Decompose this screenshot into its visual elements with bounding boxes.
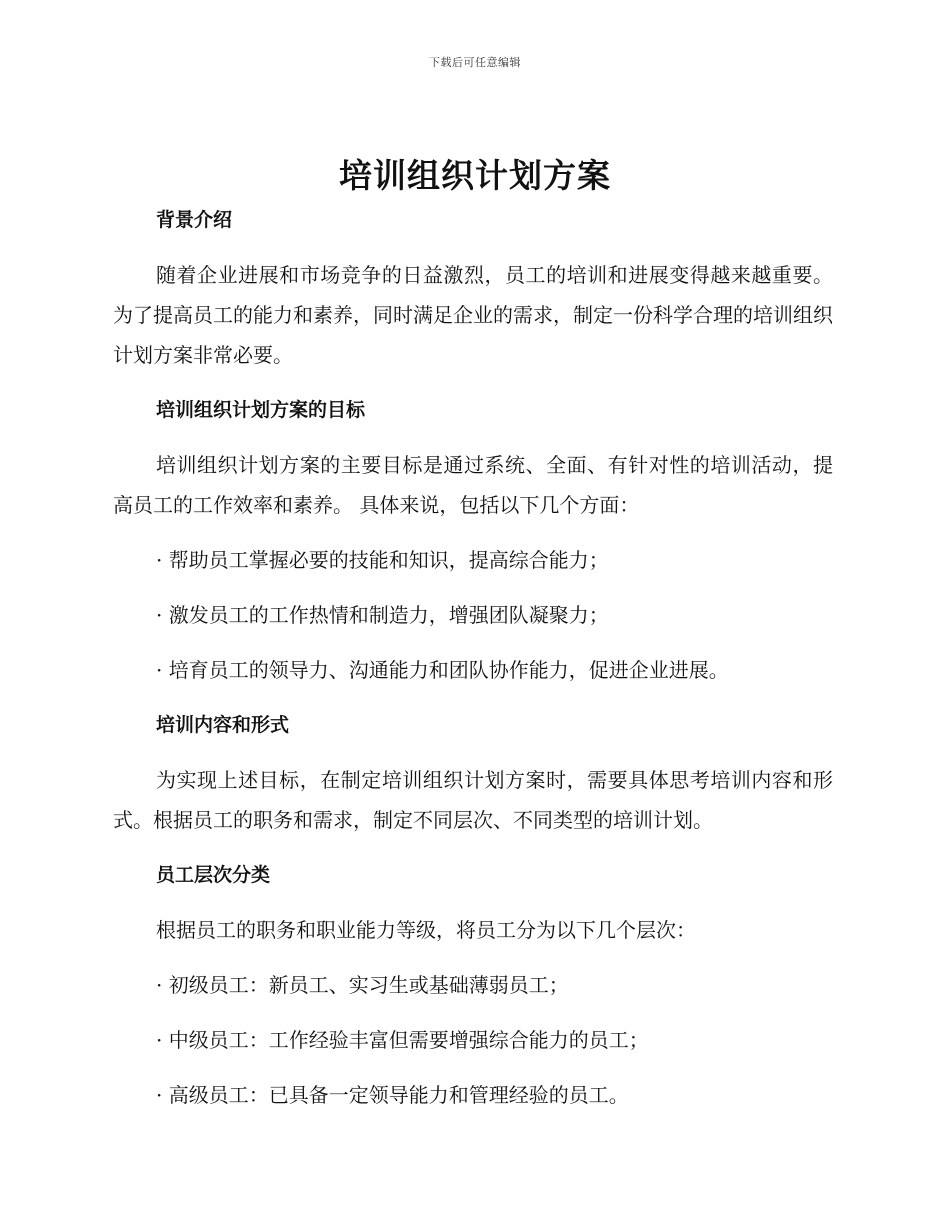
list-item: · 中级员工：工作经验丰富但需要增强综合能力的员工； — [156, 1028, 649, 1052]
list-item: · 培育员工的领导力、沟通能力和团队协作能力，促进企业进展。 — [156, 658, 729, 682]
section-paragraph-goals: 培训组织计划方案的主要目标是通过系统、全面、有针对性的培训活动，提高员工的工作效率和素养。 具体来说，包括以下几个方面： — [113, 453, 833, 517]
list-item: · 高级员工：已具备一定领导能力和管理经验的员工。 — [156, 1083, 629, 1107]
section-heading-content-form: 培训内容和形式 — [156, 714, 290, 736]
list-item: · 初级员工：新员工、实习生或基础薄弱员工； — [156, 973, 569, 997]
section-paragraph-staff-levels: 根据员工的职务和职业能力等级，将员工分为以下几个层次： — [156, 918, 696, 942]
section-heading-goals: 培训组织计划方案的目标 — [156, 399, 366, 421]
list-item: · 帮助员工掌握必要的技能和知识，提高综合能力； — [156, 548, 609, 572]
document-title: 培训组织计划方案 — [339, 156, 611, 195]
section-heading-staff-levels: 员工层次分类 — [156, 864, 271, 886]
section-paragraph-content-form: 为实现上述目标，在制定培训组织计划方案时，需要具体思考培训内容和形式。根据员工的职务和需求，制定不同层次、不同类型的培训计划。 — [113, 768, 833, 832]
document-body — [113, 200, 833, 1130]
list-item: · 激发员工的工作热情和制造力，增强团队凝聚力； — [156, 603, 609, 627]
section-heading-background: 背景介绍 — [156, 209, 233, 231]
header-note: 下载后可任意编辑 — [429, 56, 521, 69]
section-paragraph-background: 随着企业进展和市场竞争的日益激烈，员工的培训和进展变得越来越重要。为了提高员工的能力和素养，同时满足企业的需求，制定一份科学合理的培训组织计划方案非常必要。 — [113, 263, 833, 367]
